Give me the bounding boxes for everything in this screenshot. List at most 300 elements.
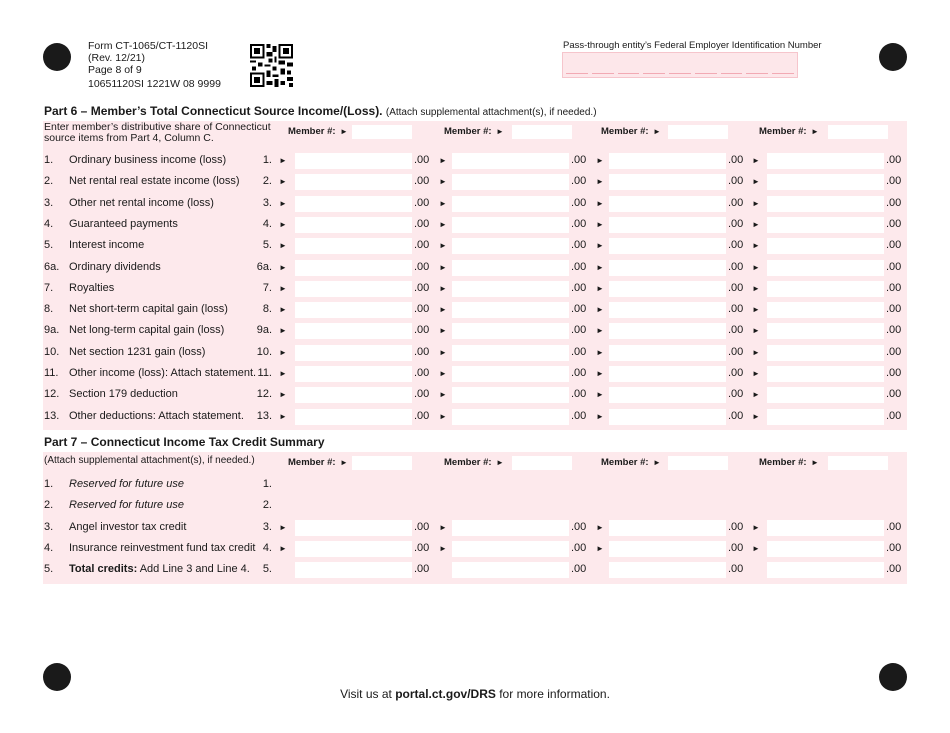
amount-input-member-2[interactable] xyxy=(452,387,569,403)
line-description: Royalties xyxy=(69,281,115,294)
cents-label: .00 xyxy=(571,154,587,166)
line-ref-number: 5. xyxy=(262,563,272,576)
amount-input-member-2[interactable] xyxy=(452,366,569,382)
cents-label: .00 xyxy=(728,239,744,252)
line-ref-number: 4. xyxy=(262,217,272,230)
line-ref-number: 2. xyxy=(262,175,272,188)
part7-row xyxy=(0,495,950,516)
amount-input-member-3[interactable] xyxy=(609,366,726,382)
arrow-icon: ► xyxy=(596,369,604,378)
part6-row xyxy=(0,235,950,256)
cents-label: .00 xyxy=(728,388,744,401)
amount-input-member-4[interactable] xyxy=(767,260,884,276)
arrow-icon: ► xyxy=(439,241,447,251)
cents-label: .00 xyxy=(886,324,902,337)
amount-input-member-1[interactable] xyxy=(295,217,412,233)
arrow-icon: ► xyxy=(596,305,604,315)
part7-row xyxy=(0,474,950,495)
cents-label: .00 xyxy=(414,196,430,209)
arrow-icon: ► xyxy=(279,156,287,165)
part6-row xyxy=(0,214,950,235)
cents-label: .00 xyxy=(571,541,587,554)
form-code: 10651120SI 1221W 08 9999 xyxy=(88,78,221,90)
arrow-icon: ► xyxy=(439,177,447,187)
arrow-icon: ► xyxy=(279,262,287,272)
arrow-icon: ► xyxy=(439,283,447,293)
cents-label: .00 xyxy=(886,154,902,166)
part7-member-label-4: Member #: xyxy=(759,457,807,468)
line-ref-number: 3. xyxy=(262,520,272,533)
amount-input-member-2[interactable] xyxy=(452,281,569,297)
arrow-icon: ► xyxy=(596,522,604,532)
arrow-icon: ► xyxy=(439,305,447,315)
line-number: 3. xyxy=(44,196,54,209)
cents-label: .00 xyxy=(414,154,430,166)
line-number: 2. xyxy=(44,499,54,512)
cents-label: .00 xyxy=(728,217,744,230)
arrow-icon: ► xyxy=(752,326,760,336)
line-description: Other net rental income (loss) xyxy=(69,196,214,209)
arrow-icon: ► xyxy=(811,127,819,136)
part7-member-label-1: Member #: xyxy=(288,457,336,468)
cents-label: .00 xyxy=(886,196,902,209)
line-description xyxy=(69,559,250,580)
amount-input-member-1[interactable] xyxy=(295,323,412,339)
amount-input-member-2[interactable] xyxy=(452,196,569,212)
part6-note: (Attach supplemental attachment(s), if needed.) xyxy=(385,107,597,118)
cents-label: .00 xyxy=(414,520,430,533)
cents-label: .00 xyxy=(414,324,430,337)
line-ref-number: 11. xyxy=(257,367,272,379)
line-description: Reserved for future use xyxy=(69,478,184,490)
cents-label: .00 xyxy=(886,367,902,379)
part7-member-label-3: Member #: xyxy=(601,457,649,468)
cents-label: .00 xyxy=(886,239,902,252)
cents-label: .00 xyxy=(728,367,744,379)
amount-input-member-1[interactable] xyxy=(295,302,412,318)
arrow-icon: ► xyxy=(439,326,447,336)
arrow-icon: ► xyxy=(752,305,760,315)
arrow-icon: ► xyxy=(596,326,604,336)
part6-member-number-input-2[interactable] xyxy=(512,125,572,139)
line-number: 5. xyxy=(44,239,54,252)
cents-label: .00 xyxy=(886,541,902,554)
arrow-icon: ► xyxy=(596,283,604,293)
cents-label: .00 xyxy=(414,367,430,379)
arrow-icon: ► xyxy=(496,458,504,467)
cents-label: .00 xyxy=(886,563,902,576)
cents-label: .00 xyxy=(571,281,587,294)
part7-row xyxy=(0,517,950,538)
part7-member-label-2: Member #: xyxy=(444,457,492,468)
line-number: 3. xyxy=(44,520,54,533)
line-number: 13. xyxy=(44,409,60,422)
cents-label: .00 xyxy=(728,345,744,358)
part6-intro xyxy=(44,122,271,144)
arrow-icon: ► xyxy=(439,390,447,400)
part6-row xyxy=(0,363,950,384)
line-description: Net short-term capital gain (loss) xyxy=(69,303,228,316)
arrow-icon: ► xyxy=(653,127,661,136)
arrow-icon: ► xyxy=(279,241,287,251)
amount-input-member-4[interactable] xyxy=(767,302,884,318)
amount-input-member-4[interactable] xyxy=(767,217,884,233)
line-number: 7. xyxy=(44,281,54,294)
amount-input-member-2[interactable] xyxy=(452,217,569,233)
arrow-icon: ► xyxy=(752,347,760,357)
line-ref-number: 9a. xyxy=(256,324,272,337)
arrow-icon: ► xyxy=(439,198,447,208)
footer-prefix: Visit us at xyxy=(340,687,396,701)
amount-input-member-2[interactable] xyxy=(452,238,569,254)
part7-member-number-input-2[interactable] xyxy=(512,456,572,470)
cents-label: .00 xyxy=(571,345,587,358)
cents-label: .00 xyxy=(728,260,744,273)
line-number: 12. xyxy=(44,388,60,401)
arrow-icon: ► xyxy=(279,219,287,229)
form-name: Form CT-1065/CT-1120SI xyxy=(88,40,209,52)
amount-input-member-3[interactable] xyxy=(609,238,726,254)
cents-label: .00 xyxy=(414,409,430,422)
cents-label: .00 xyxy=(571,175,587,188)
cents-label: .00 xyxy=(571,260,587,273)
line-number: 10. xyxy=(44,345,60,358)
arrow-icon: ► xyxy=(279,543,287,553)
amount-input-member-2[interactable] xyxy=(452,541,569,557)
amount-input-member-4[interactable] xyxy=(767,520,884,536)
arrow-icon: ► xyxy=(596,543,604,553)
cents-label: .00 xyxy=(728,303,744,316)
line-description: Insurance reinvestment fund tax credit xyxy=(69,541,256,554)
arrow-icon: ► xyxy=(596,262,604,272)
registration-mark-top-right xyxy=(879,43,907,71)
arrow-icon: ► xyxy=(752,156,760,165)
arrow-icon: ► xyxy=(439,347,447,357)
part7-intro: (Attach supplemental attachment(s), if needed.) xyxy=(44,455,255,466)
line-number: 1. xyxy=(44,154,54,166)
arrow-icon: ► xyxy=(496,127,504,136)
line-description: Ordinary business income (loss) xyxy=(69,154,227,166)
part6-row xyxy=(0,150,950,171)
cents-label: .00 xyxy=(571,409,587,422)
line-description: Ordinary dividends xyxy=(69,260,161,273)
part7-member-number-input-3[interactable] xyxy=(668,456,728,470)
line-description: Net section 1231 gain (loss) xyxy=(69,345,206,358)
cents-label: .00 xyxy=(414,175,430,188)
line-description: Other income (loss): Attach statement. xyxy=(69,367,257,379)
amount-input-member-3[interactable] xyxy=(609,541,726,557)
cents-label: .00 xyxy=(728,154,744,166)
part6-row xyxy=(0,320,950,341)
line-number: 2. xyxy=(44,175,54,188)
cents-label: .00 xyxy=(571,388,587,401)
line-ref-number: 5. xyxy=(262,239,272,252)
amount-input-member-1[interactable] xyxy=(295,520,412,536)
cents-label: .00 xyxy=(886,175,902,188)
line-description: Other deductions: Attach statement. xyxy=(69,409,244,422)
amount-input-member-1[interactable] xyxy=(295,387,412,403)
line-description-rest: Add Line 3 and Line 4. xyxy=(137,563,250,576)
amount-input-member-4[interactable] xyxy=(767,387,884,403)
cents-label: .00 xyxy=(728,520,744,533)
line-ref-number: 4. xyxy=(262,541,272,554)
cents-label: .00 xyxy=(886,281,902,294)
arrow-icon: ► xyxy=(752,411,760,421)
cents-label: .00 xyxy=(728,324,744,337)
arrow-icon: ► xyxy=(439,369,447,378)
cents-label: .00 xyxy=(414,239,430,252)
amount-input-member-4[interactable] xyxy=(767,366,884,382)
amount-input-member-1[interactable] xyxy=(295,238,412,254)
cents-label: .00 xyxy=(571,239,587,252)
cents-label: .00 xyxy=(414,541,430,554)
line-description: Angel investor tax credit xyxy=(69,520,187,533)
arrow-icon: ► xyxy=(752,219,760,229)
amount-input-member-2[interactable] xyxy=(452,302,569,318)
arrow-icon: ► xyxy=(279,283,287,293)
line-ref-number: 1. xyxy=(262,154,272,166)
amount-input-member-1[interactable] xyxy=(295,153,412,169)
line-description: Reserved for future use xyxy=(69,499,184,512)
part6-title-text: Part 6 – Member’s Total Connecticut Source Income/(Loss). xyxy=(44,104,383,118)
cents-label: .00 xyxy=(886,345,902,358)
cents-label: .00 xyxy=(728,541,744,554)
cents-label: .00 xyxy=(414,563,430,576)
amount-input-member-1[interactable] xyxy=(295,281,412,297)
arrow-icon: ► xyxy=(279,347,287,357)
line-description: Guaranteed payments xyxy=(69,217,178,230)
line-number: 5. xyxy=(44,563,54,576)
arrow-icon: ► xyxy=(596,177,604,187)
part6-row xyxy=(0,171,950,192)
arrow-icon: ► xyxy=(596,156,604,165)
arrow-icon: ► xyxy=(439,219,447,229)
arrow-icon: ► xyxy=(340,127,348,136)
cents-label: .00 xyxy=(886,303,902,316)
cents-label: .00 xyxy=(728,196,744,209)
cents-label: .00 xyxy=(886,520,902,533)
line-description-bold: Total credits: xyxy=(69,563,138,576)
part6-row xyxy=(0,257,950,278)
form-header xyxy=(88,40,221,90)
line-ref-number: 3. xyxy=(262,196,272,209)
part7-total-row xyxy=(0,559,950,580)
arrow-icon: ► xyxy=(340,458,348,467)
amount-input-member-1[interactable] xyxy=(295,541,412,557)
line-ref-number: 7. xyxy=(262,281,272,294)
arrow-icon: ► xyxy=(653,458,661,467)
arrow-icon: ► xyxy=(752,177,760,187)
part6-row xyxy=(0,193,950,214)
fein-input[interactable] xyxy=(562,52,798,78)
amount-input-member-3[interactable] xyxy=(609,323,726,339)
amount-input-member-4[interactable] xyxy=(767,174,884,190)
cents-label: .00 xyxy=(571,324,587,337)
amount-input-member-3[interactable] xyxy=(609,409,726,425)
arrow-icon: ► xyxy=(439,411,447,421)
part7-title-text: Part 7 – Connecticut Income Tax Credit Summary xyxy=(44,435,325,449)
part6-member-number-input-3[interactable] xyxy=(668,125,728,139)
amount-input-member-4[interactable] xyxy=(767,345,884,361)
page-number: Page 8 of 9 xyxy=(88,64,142,76)
arrow-icon: ► xyxy=(279,390,287,400)
arrow-icon: ► xyxy=(279,411,287,421)
arrow-icon: ► xyxy=(596,198,604,208)
arrow-icon: ► xyxy=(439,156,447,165)
line-ref-number: 12. xyxy=(256,388,272,401)
arrow-icon: ► xyxy=(752,198,760,208)
amount-input-member-2[interactable] xyxy=(452,409,569,425)
arrow-icon: ► xyxy=(439,522,447,532)
part6-title xyxy=(44,104,597,118)
arrow-icon: ► xyxy=(439,543,447,553)
line-ref-number: 13. xyxy=(256,409,272,422)
line-ref-number: 2. xyxy=(262,499,272,512)
amount-input-member-2[interactable] xyxy=(452,153,569,169)
amount-input-member-1[interactable] xyxy=(295,196,412,212)
part6-intro-line2: source items from Part 4, Column C. xyxy=(44,132,214,144)
amount-input-member-2[interactable] xyxy=(452,520,569,536)
arrow-icon: ► xyxy=(279,198,287,208)
amount-input-member-4[interactable] xyxy=(767,323,884,339)
part7-title xyxy=(44,435,325,449)
cents-label: .00 xyxy=(728,281,744,294)
amount-input-member-3[interactable] xyxy=(609,217,726,233)
arrow-icon: ► xyxy=(279,522,287,532)
arrow-icon: ► xyxy=(596,347,604,357)
cents-label: .00 xyxy=(571,303,587,316)
part7-member-number-input-1[interactable] xyxy=(352,456,412,470)
amount-input-member-2[interactable] xyxy=(452,562,569,578)
amount-input-member-4[interactable] xyxy=(767,541,884,557)
amount-input-member-1[interactable] xyxy=(295,366,412,382)
line-number: 1. xyxy=(44,478,54,490)
arrow-icon: ► xyxy=(596,390,604,400)
part7-member-number-input-4[interactable] xyxy=(828,456,888,470)
amount-input-member-1[interactable] xyxy=(295,174,412,190)
line-description: Section 179 deduction xyxy=(69,388,178,401)
cents-label: .00 xyxy=(886,217,902,230)
amount-input-member-3[interactable] xyxy=(609,387,726,403)
cents-label: .00 xyxy=(728,563,744,576)
form-revision: (Rev. 12/21) xyxy=(88,52,145,64)
amount-input-member-4[interactable] xyxy=(767,281,884,297)
arrow-icon: ► xyxy=(752,543,760,553)
arrow-icon: ► xyxy=(752,262,760,272)
part6-member-label-1: Member #: xyxy=(288,126,336,137)
amount-input-member-4[interactable] xyxy=(767,153,884,169)
amount-input-member-1[interactable] xyxy=(295,409,412,425)
amount-input-member-3[interactable] xyxy=(609,281,726,297)
amount-input-member-4[interactable] xyxy=(767,562,884,578)
line-ref-number: 8. xyxy=(262,303,272,316)
line-ref-number: 10. xyxy=(256,345,272,358)
amount-input-member-1[interactable] xyxy=(295,562,412,578)
line-description: Net long-term capital gain (loss) xyxy=(69,324,225,337)
part6-member-label-3: Member #: xyxy=(601,126,649,137)
cents-label: .00 xyxy=(414,260,430,273)
arrow-icon: ► xyxy=(752,369,760,378)
part6-member-number-input-1[interactable] xyxy=(352,125,412,139)
registration-mark-top-left xyxy=(43,43,71,71)
cents-label: .00 xyxy=(571,367,587,379)
amount-input-member-3[interactable] xyxy=(609,345,726,361)
cents-label: .00 xyxy=(414,281,430,294)
arrow-icon: ► xyxy=(279,326,287,336)
part6-row xyxy=(0,384,950,405)
amount-input-member-3[interactable] xyxy=(609,153,726,169)
amount-input-member-1[interactable] xyxy=(295,345,412,361)
amount-input-member-3[interactable] xyxy=(609,562,726,578)
part6-row xyxy=(0,278,950,299)
amount-input-member-2[interactable] xyxy=(452,260,569,276)
arrow-icon: ► xyxy=(752,283,760,293)
line-number: 11. xyxy=(44,367,59,379)
arrow-icon: ► xyxy=(279,305,287,315)
footer-suffix: for more information. xyxy=(495,687,610,701)
part6-row xyxy=(0,342,950,363)
line-number: 9a. xyxy=(44,324,60,337)
amount-input-member-2[interactable] xyxy=(452,174,569,190)
cents-label: .00 xyxy=(571,196,587,209)
amount-input-member-3[interactable] xyxy=(609,520,726,536)
line-number: 4. xyxy=(44,217,54,230)
amount-input-member-3[interactable] xyxy=(609,302,726,318)
line-description: Net rental real estate income (loss) xyxy=(69,175,240,188)
amount-input-member-4[interactable] xyxy=(767,196,884,212)
amount-input-member-2[interactable] xyxy=(452,323,569,339)
arrow-icon: ► xyxy=(811,458,819,467)
amount-input-member-2[interactable] xyxy=(452,345,569,361)
cents-label: .00 xyxy=(571,563,587,576)
cents-label: .00 xyxy=(728,175,744,188)
footer xyxy=(0,687,950,701)
arrow-icon: ► xyxy=(596,219,604,229)
part6-member-number-input-4[interactable] xyxy=(828,125,888,139)
arrow-icon: ► xyxy=(752,522,760,532)
part6-member-label-2: Member #: xyxy=(444,126,492,137)
cents-label: .00 xyxy=(414,303,430,316)
amount-input-member-4[interactable] xyxy=(767,409,884,425)
cents-label: .00 xyxy=(886,409,902,422)
amount-input-member-4[interactable] xyxy=(767,238,884,254)
arrow-icon: ► xyxy=(279,177,287,187)
cents-label: .00 xyxy=(414,217,430,230)
part6-intro-line1: Enter member’s distributive share of Connecticut xyxy=(44,121,271,133)
part7-row xyxy=(0,538,950,559)
amount-input-member-3[interactable] xyxy=(609,196,726,212)
amount-input-member-3[interactable] xyxy=(609,260,726,276)
footer-link[interactable]: portal.ct.gov/DRS xyxy=(395,687,496,701)
arrow-icon: ► xyxy=(279,369,287,378)
line-ref-number: 6a. xyxy=(256,260,272,273)
part6-row xyxy=(0,406,950,427)
line-number: 8. xyxy=(44,303,54,316)
amount-input-member-1[interactable] xyxy=(295,260,412,276)
arrow-icon: ► xyxy=(596,411,604,421)
fein-label: Pass-through entity’s Federal Employer Identification Number xyxy=(563,40,822,51)
line-ref-number: 1. xyxy=(262,478,272,490)
cents-label: .00 xyxy=(886,260,902,273)
cents-label: .00 xyxy=(571,520,587,533)
amount-input-member-3[interactable] xyxy=(609,174,726,190)
arrow-icon: ► xyxy=(596,241,604,251)
qr-code-icon xyxy=(250,44,293,87)
part6-row xyxy=(0,299,950,320)
cents-label: .00 xyxy=(414,345,430,358)
cents-label: .00 xyxy=(414,388,430,401)
line-number: 4. xyxy=(44,541,54,554)
